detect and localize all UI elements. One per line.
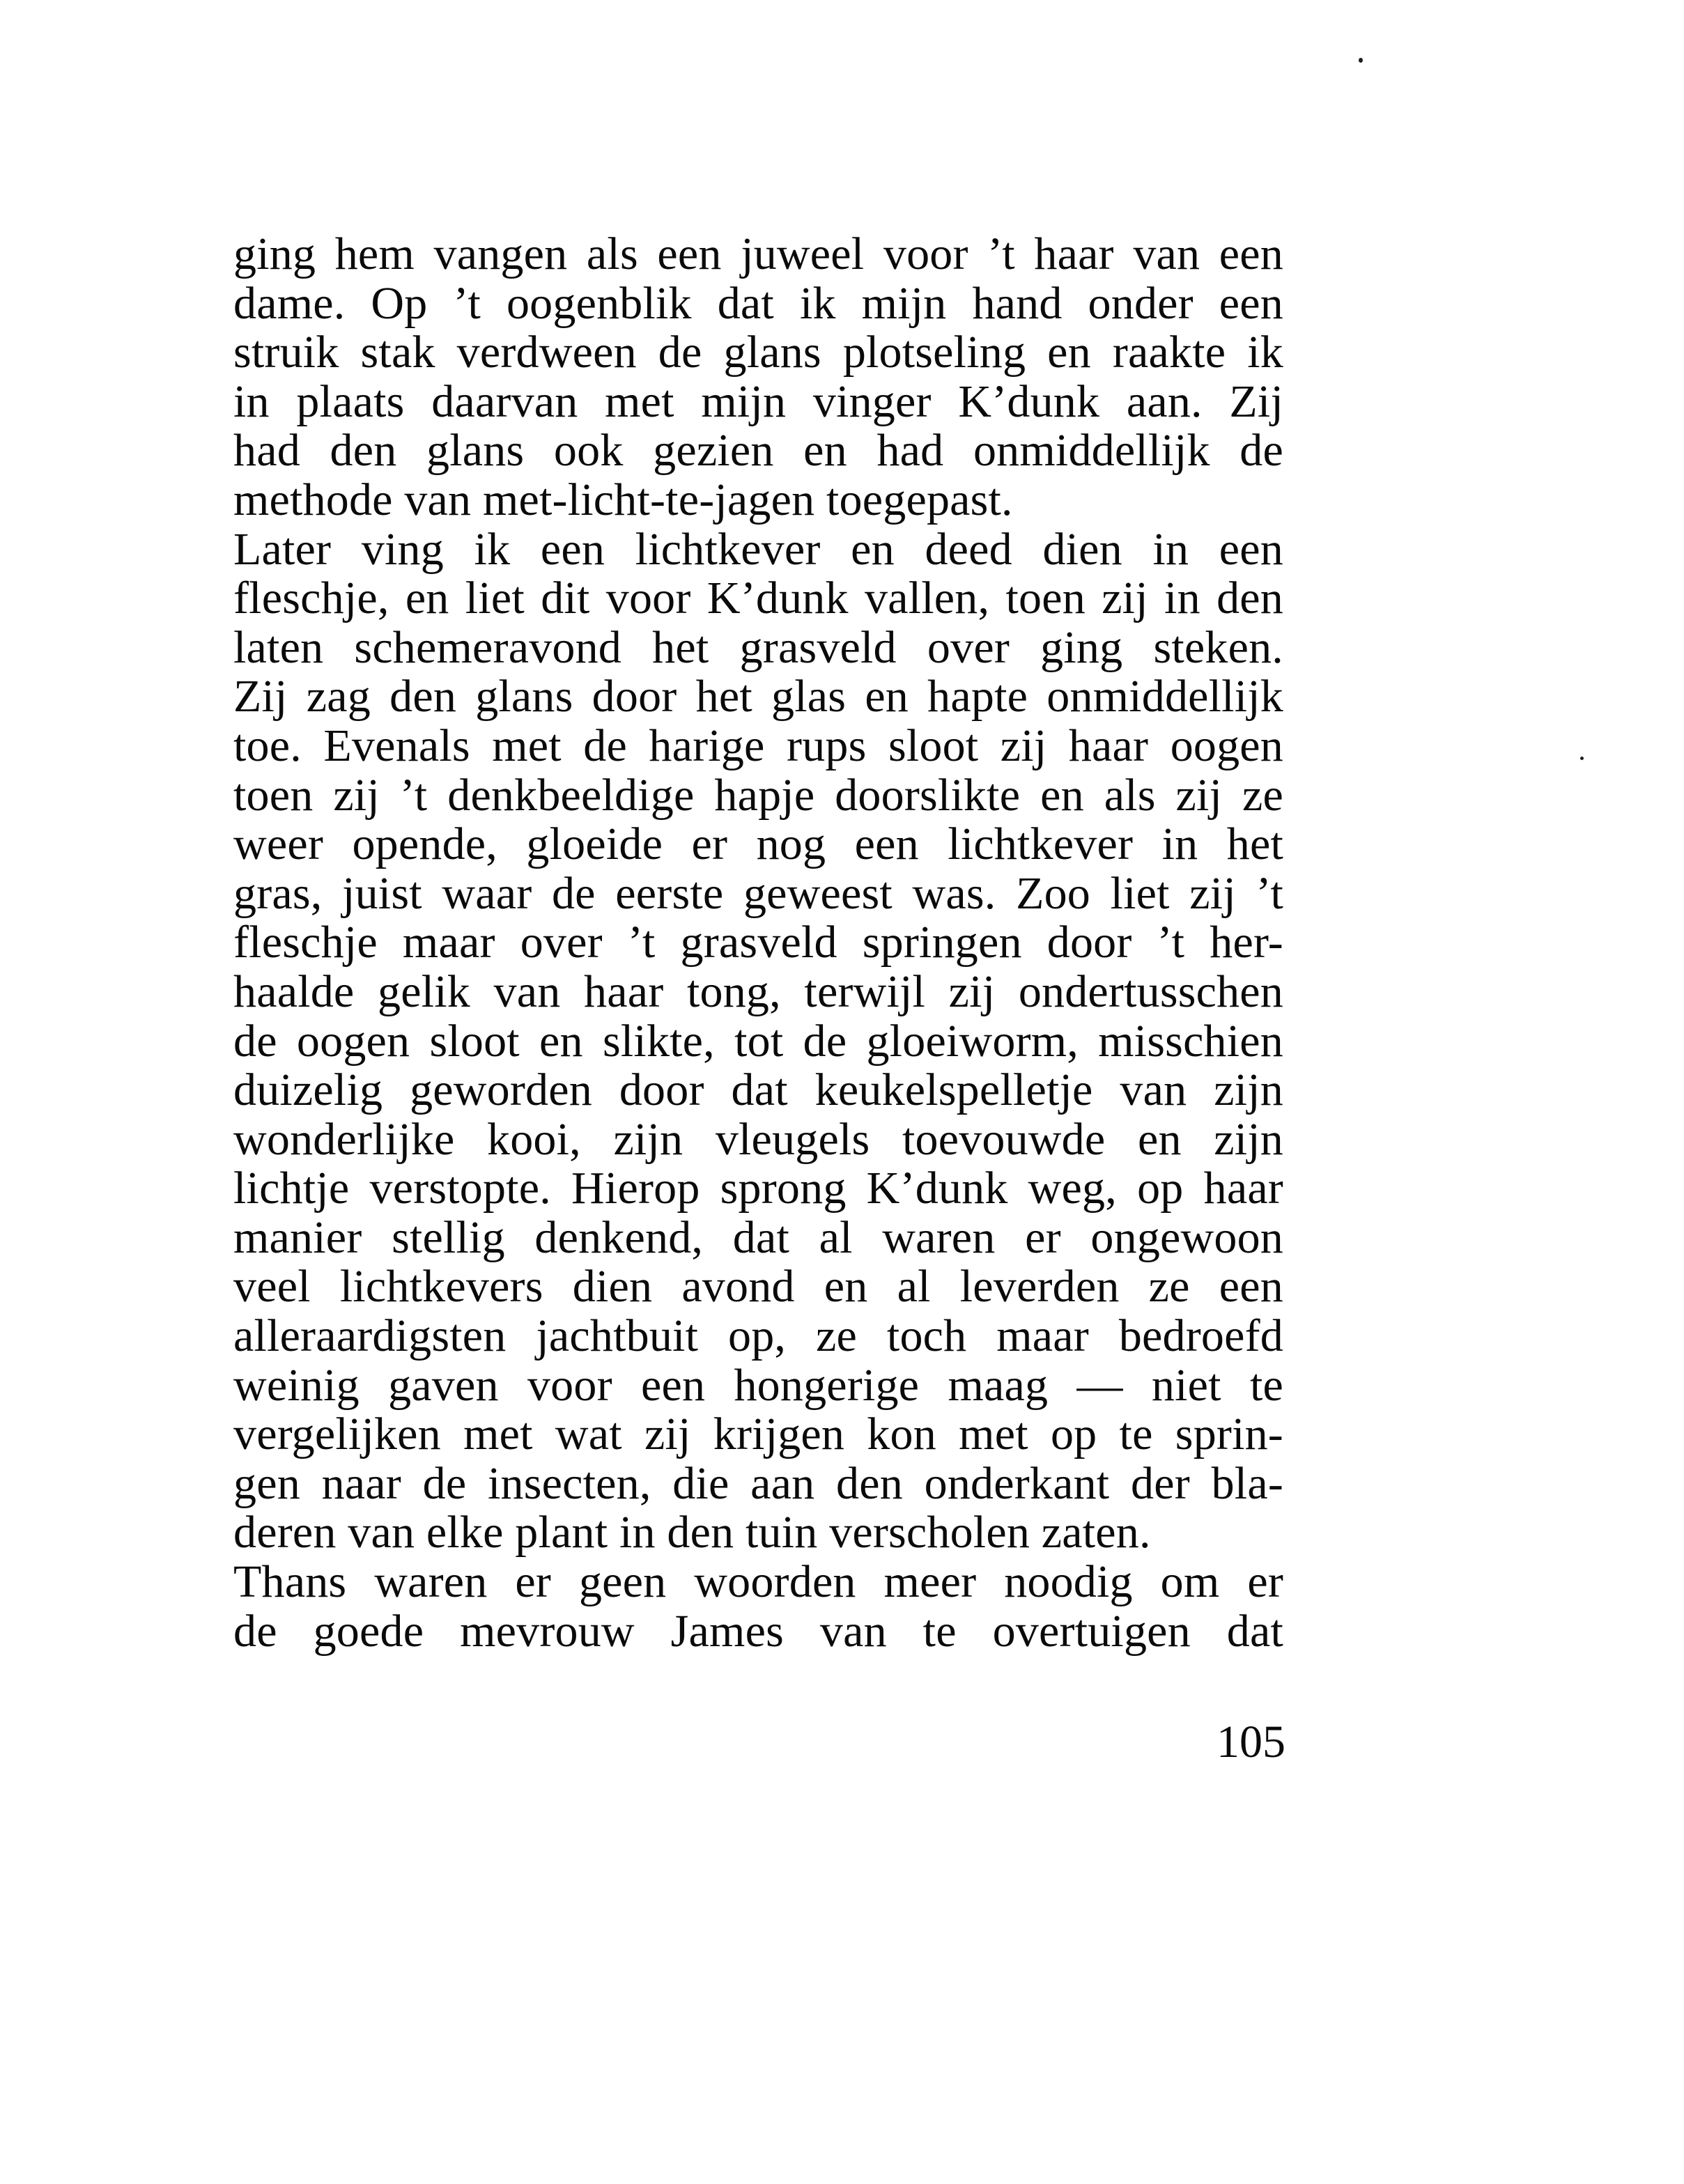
text-line: struik stak verdween de glans plotseling en raakte ik	[233, 328, 1283, 378]
text-line: fleschje, en liet dit voor K’dunk vallen, toen zij in den	[233, 574, 1283, 624]
text-line: fleschje maar over ’t grasveld springen door ’t her-	[233, 918, 1283, 968]
text-line: methode van met-licht-te-jagen toegepast.	[233, 475, 1013, 525]
text-line: weinig gaven voor een hongerige maag — niet te	[233, 1361, 1283, 1411]
text-line: alleraardigsten jachtbuit op, ze toch maar bedroefd	[233, 1312, 1283, 1361]
text-line: lichtje verstopte. Hierop sprong K’dunk weg, op haar	[233, 1164, 1283, 1214]
paragraph	[233, 525, 1283, 1558]
page-number: 105	[1216, 1717, 1285, 1767]
text-line: de goede mevrouw James van te overtuigen dat	[233, 1606, 1283, 1657]
text-line: gen naar de insecten, die aan den onderkant der bla-	[233, 1459, 1283, 1509]
text-line: laten schemeravond het grasveld over ging steken.	[233, 623, 1283, 673]
text-line: Zij zag den glans door het glas en hapte onmiddellijk	[233, 672, 1283, 722]
text-line: had den glans ook gezien en had onmiddellijk de	[233, 426, 1283, 476]
text-line: dame. Op ’t oogenblik dat ik mijn hand onder een	[233, 279, 1283, 329]
text-line: wonderlijke kooi, zijn vleugels toevouwde en zijn	[233, 1115, 1283, 1165]
text-line: toe. Evenals met de harige rups sloot zij haar oogen	[233, 721, 1283, 771]
text-line: haalde gelik van haar tong, terwijl zij ondertusschen	[233, 967, 1283, 1017]
paragraph	[233, 230, 1283, 525]
text-block	[233, 230, 1283, 1656]
text-line: Later ving ik een lichtkever en deed dien in een	[233, 525, 1283, 575]
text-line: Thans waren er geen woorden meer noodig om er	[233, 1558, 1283, 1607]
text-line: veel lichtkevers dien avond en al leverden ze een	[233, 1262, 1283, 1312]
text-line: duizelig geworden door dat keukelspelletje van zijn	[233, 1066, 1283, 1115]
text-line: de oogen sloot en slikte, tot de gloeiworm, misschien	[233, 1016, 1283, 1067]
text-line: vergelijken met wat zij krijgen kon met op te sprin-	[233, 1410, 1283, 1459]
text-line: gras, juist waar de eerste geweest was. Zoo liet zij ’t	[233, 869, 1283, 919]
text-line: in plaats daarvan met mijn vinger K’dunk aan. Zij	[233, 377, 1283, 427]
text-line: ging hem vangen als een juweel voor ’t haar van een	[233, 230, 1283, 279]
text-line: deren van elke plant in den tuin verscholen zaten.	[233, 1508, 1151, 1558]
text-line: toen zij ’t denkbeeldige hapje doorslikte en als zij ze	[233, 770, 1283, 821]
scan-speck-icon	[1359, 58, 1363, 63]
text-line: weer opende, gloeide er nog een lichtkever in het	[233, 820, 1283, 869]
text-line: manier stellig denkend, dat al waren er ongewoon	[233, 1213, 1283, 1263]
paragraph	[233, 1558, 1283, 1656]
scan-speck-icon	[1580, 757, 1584, 760]
